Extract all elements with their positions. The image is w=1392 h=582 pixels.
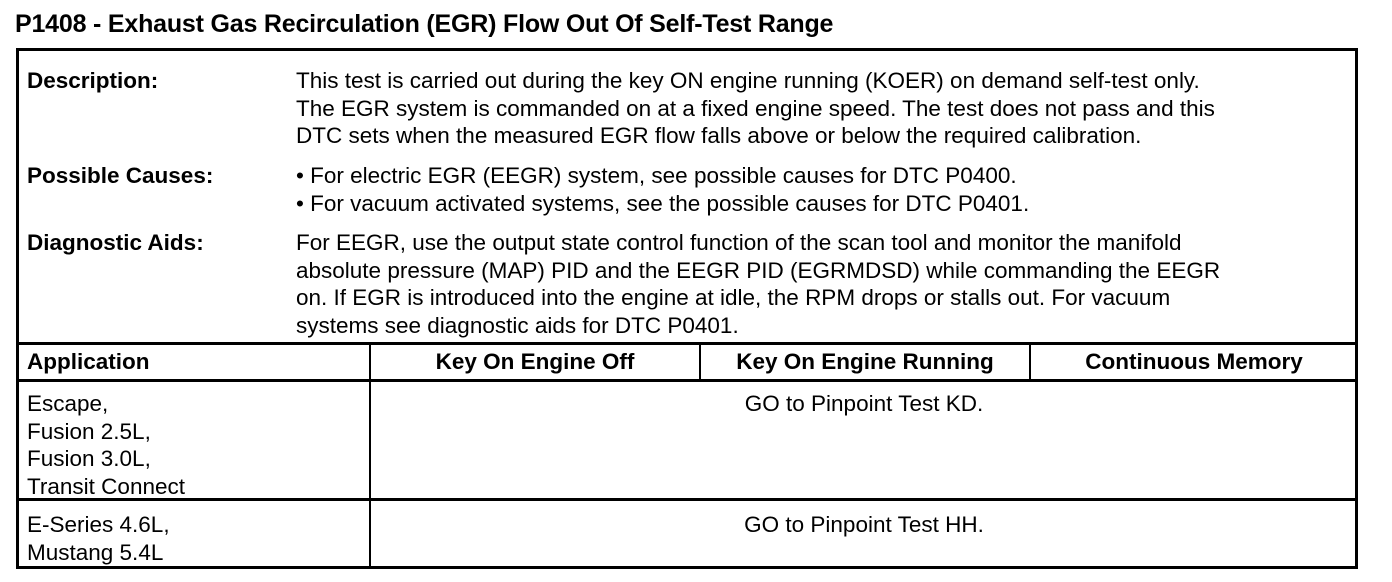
application-cell: Fusion 2.5L, [27,418,151,444]
application-cell: E-Series 4.6L, [27,512,170,537]
table-divider [19,498,1355,501]
description-label: Description: [27,68,159,93]
result-cell: GO to Pinpoint Test HH. [744,512,984,537]
diagnostic-aids-line: absolute pressure (MAP) PID and the EEGR PID (EGRMDSD) while commanding the EEGR [296,257,1221,283]
table-divider [19,379,1355,382]
description-line: This test is carried out during the key ON engine running (KOER) on demand self-test only. [296,68,1200,93]
header-koer: Key On Engine Running [736,349,994,374]
result-cell: GO to Pinpoint Test KD. [744,391,984,416]
diagnostic-aids-line: on. If EGR is introduced into the engine at idle, the RPM drops or stalls out. For vacuum [296,285,1171,310]
description-line: The EGR system is commanded on at a fixed engine speed. The test does not pass and this [296,95,1215,121]
possible-cause-item: • For electric EGR (EEGR) system, see possible causes for DTC P0400. [296,163,1017,188]
diagnostic-aids-label: Diagnostic Aids: [27,230,204,255]
application-cell: Fusion 3.0L, [27,446,151,471]
application-cell: Escape, [27,391,109,416]
possible-cause-item: • For vacuum activated systems, see the possible causes for DTC P0401. [296,190,1030,216]
application-cell: Mustang 5.4L [27,539,164,565]
page-title: P1408 - Exhaust Gas Recirculation (EGR) Flow Out Of Self-Test Range [15,10,834,38]
header-continuous-memory: Continuous Memory [1085,349,1303,374]
possible-causes-label: Possible Causes: [27,163,214,188]
diagnostic-aids-line: systems see diagnostic aids for DTC P0401. [296,312,739,338]
table-divider [19,342,1355,345]
diagnostic-aids-line: For EEGR, use the output state control function of the scan tool and monitor the manifold [296,230,1182,255]
dtc-info-table [16,48,1358,569]
description-line: DTC sets when the measured EGR flow falls above or below the required calibration. [296,123,1142,148]
header-koeo: Key On Engine Off [435,349,635,374]
header-application: Application [27,349,150,374]
application-cell: Transit Connect [27,473,185,499]
